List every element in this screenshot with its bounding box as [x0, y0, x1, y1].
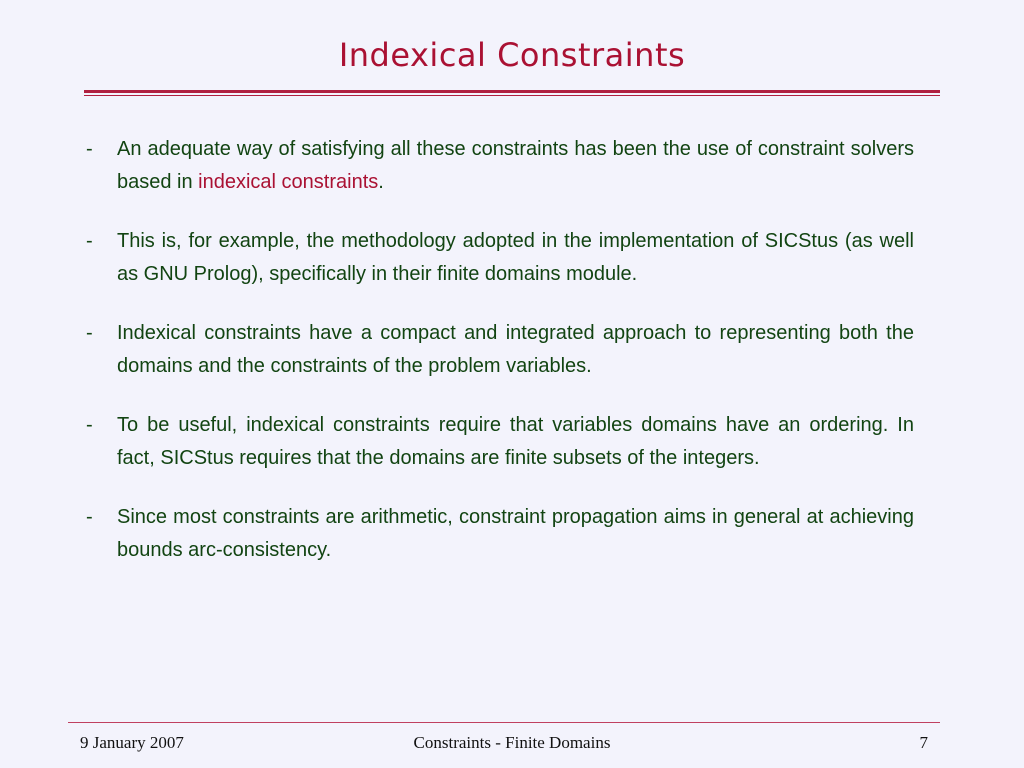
- bullet-dash: -: [86, 322, 93, 344]
- slide-title: Indexical Constraints: [338, 36, 686, 74]
- page-number: 7: [919, 733, 928, 752]
- footer-title: Constraints - Finite Domains: [413, 733, 611, 752]
- bullet-item: [84, 133, 914, 199]
- title-divider-thin: [84, 95, 940, 96]
- bullet-text: Indexical constraints have a compact and integrated approach to representing both the domains and the constraints of the problem variables.: [117, 322, 914, 377]
- footer-divider: [68, 722, 940, 723]
- bullet-text: This is, for example, the methodology adopted in the implementation of SICStus (as well as GNU Prolog), specifically in their finite domains module.: [117, 230, 914, 285]
- bullet-dash: -: [86, 414, 93, 436]
- bullet-list: [84, 133, 914, 593]
- highlighted-term: indexical constraints: [198, 171, 379, 193]
- bullet-text: Since most constraints are arithmetic, constraint propagation aims in general at achieving bounds arc-consistency.: [117, 506, 914, 561]
- bullet-dash: -: [86, 230, 93, 252]
- bullet-item: [84, 317, 914, 383]
- bullet-item: [84, 501, 914, 567]
- bullet-item: [84, 409, 914, 475]
- bullet-item: [84, 225, 914, 291]
- bullet-text: To be useful, indexical constraints require that variables domains have an ordering. In fact, SICStus requires that the domains are finite subsets of the integers.: [117, 414, 914, 469]
- bullet-text-end: .: [378, 171, 384, 193]
- bullet-text: An adequate way of satisfying all these constraints has been the use of constraint solvers based in: [117, 138, 914, 193]
- footer-date: 9 January 2007: [80, 733, 184, 752]
- bullet-dash: -: [86, 138, 93, 160]
- bullet-dash: -: [86, 506, 93, 528]
- title-divider: [84, 90, 940, 93]
